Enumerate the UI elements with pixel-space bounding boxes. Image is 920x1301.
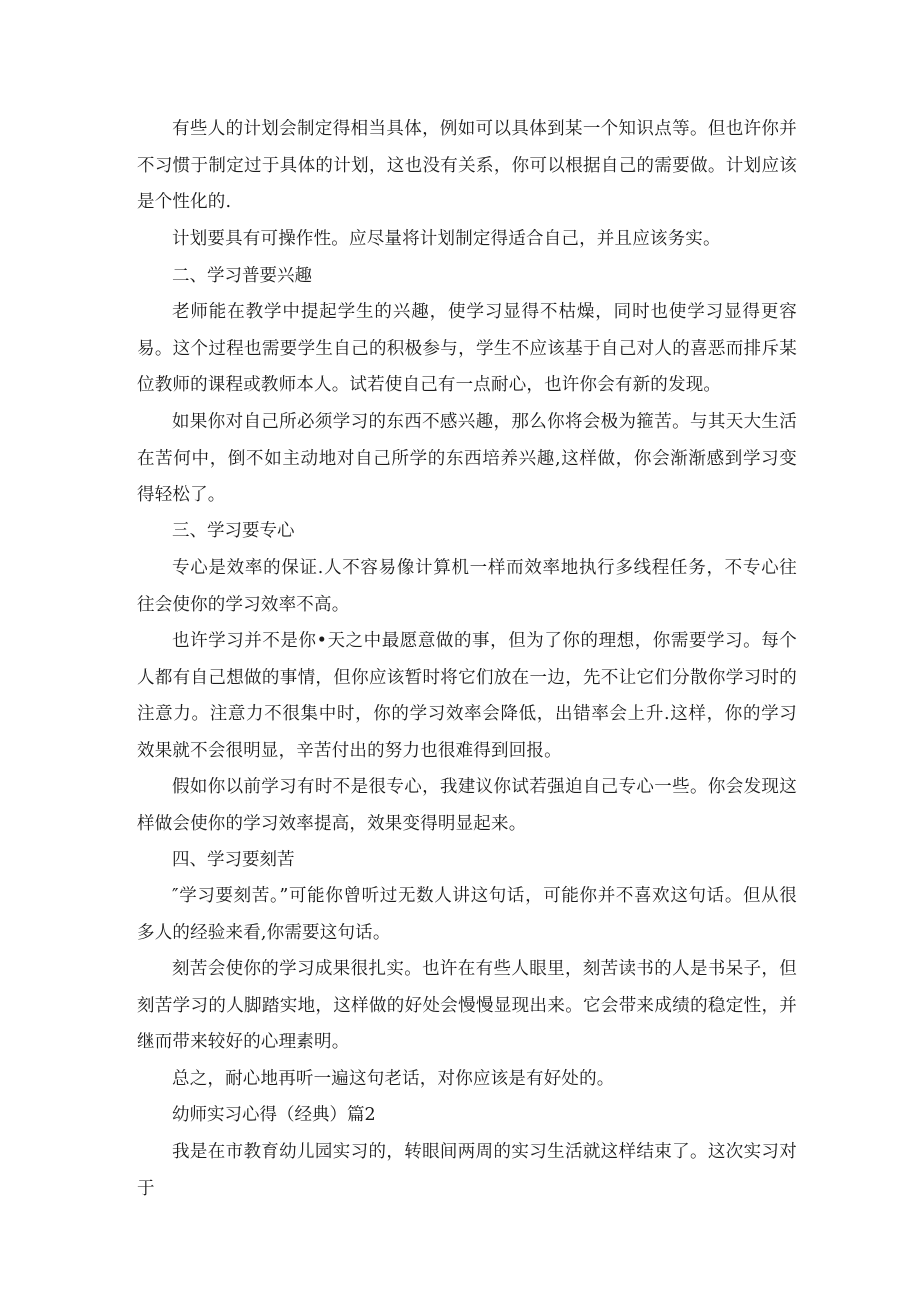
paragraph-diligence-saying: ″学习要刻苦。”可能你曾听过无数人讲这句话，可能你并不喜欢这句话。但从很多人的经验来看,你需要这句话。 bbox=[137, 886, 797, 943]
paragraph-focus-ideal: 也许学习并不是你•天之中最愿意做的事，但为了你的理想，你需要学习。每个人都有自己想做的事情，但你应该暂时将它们放在一边，先不让它们分散你学习时的注意力。注意力不很集中时，你的学习效率会降低，出错率会上升.这样，你的学习效果就不会很明显，辛苦付出的努力也很难得到回报。 bbox=[137, 631, 797, 761]
paragraph-teacher-interest: 老师能在教学中提起学生的兴趣，使学习显得不枯燥，同时也使学习显得更容易。这个过程也需要学生自己的积极参与，学生不应该基于自己对人的喜恶而排斥某位教师的课程或教师本人。试若使自己有一点耐心，也许你会有新的发现。 bbox=[137, 302, 797, 395]
paragraph-internship-intro: 我是在市教育幼儿园实习的，转眼间两周的实习生活就这样结束了。这次实习对于 bbox=[137, 1142, 797, 1199]
section-heading-interest: 二、学习普要兴趣 bbox=[172, 266, 312, 286]
paragraph-cultivate-interest: 如果你对自己所必须学习的东西不感兴趣，那么你将会极为箍苦。与其天大生活在苦何中，倒不如主动地对自己所学的东西培养兴趣,这样做，你会渐渐感到学习变得轻松了。 bbox=[137, 412, 797, 505]
article-heading-part2: 幼师实习心得（经典）篇2 bbox=[172, 1105, 376, 1125]
paragraph-focus-efficiency: 专心是效率的保证.人不容易像计算机一样而效率地执行多线程任务，不专心往往会使你的学习效率不高。 bbox=[137, 558, 797, 615]
paragraph-diligence-result: 刻苦会使你的学习成果很扎实。也许在有些人眼里，刻苦读书的人是书呆子，但刻苦学习的人脚踏实地，这样做的好处会慢慢显现出来。它会带来成绩的稳定性，并继而带来较好的心理素明。 bbox=[137, 959, 797, 1052]
paragraph-plan-operable: 计划要具有可操作性。应尽量将计划制定得适合自己，并且应该务实。 bbox=[172, 229, 721, 249]
paragraph-force-focus: 假如你以前学习有时不是很专心，我建议你试若强迫自己专心一些。你会发现这样做会使你的学习效率提高，效果变得明显起来。 bbox=[137, 777, 797, 834]
section-heading-diligence: 四、学习要刻苦 bbox=[172, 850, 295, 870]
section-heading-focus: 三、学习要专心 bbox=[172, 521, 295, 541]
paragraph-conclusion: 总之，耐心地再听一遍这句老话，对你应该是有好处的。 bbox=[172, 1069, 615, 1089]
paragraph-plan-specific: 有些人的计划会制定得相当具体，例如可以具体到某一个知识点等。但也许你并不习惯于制定过于具体的计划，这也没有关系，你可以根据自己的需要做。计划应该是个性化的. bbox=[137, 119, 797, 212]
